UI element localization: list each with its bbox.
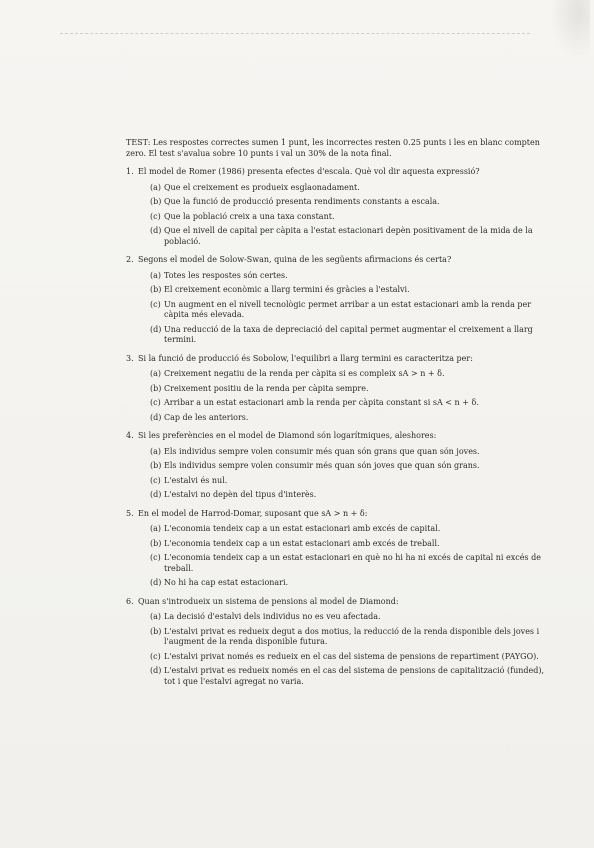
option-text: L'economia tendeix cap a un estat estacionari amb excés de capital.: [164, 524, 441, 533]
option-list: [150, 524, 556, 589]
scan-corner-smudge: [550, 0, 590, 60]
scan-artifact-line: [60, 33, 530, 34]
question-stem: [126, 597, 556, 608]
option-letter: (b): [150, 461, 162, 470]
exam-content: [126, 138, 556, 695]
option-text: Creixement positiu de la renda per càpita sempre.: [164, 383, 369, 393]
question-5: [126, 509, 556, 589]
option-text: L'economia tendeix cap a un estat estacionari amb excés de treball.: [164, 538, 440, 548]
option-letter: (a): [150, 182, 162, 192]
answer-option: [150, 325, 556, 346]
option-list: [150, 612, 556, 687]
answer-option: [150, 183, 556, 194]
option-letter: (d): [150, 412, 162, 422]
question-text: El model de Romer (1986) presenta efectes d'escala. Què vol dir aquesta expressió?: [138, 167, 480, 176]
answer-option: [150, 553, 556, 574]
question-text: Quan s'introdueix un sistema de pensions al model de Diamond:: [138, 596, 399, 606]
answer-option: [150, 461, 556, 472]
option-text: Creixement negatiu de la renda per càpita si es compleix sA > n + δ.: [164, 369, 445, 378]
answer-option: [150, 398, 556, 409]
question-stem: [126, 431, 556, 442]
option-letter: (a): [150, 369, 162, 378]
option-list: [150, 271, 556, 346]
answer-option: [150, 212, 556, 223]
option-text: L'estalvi privat es redueix només en el cas del sistema de pensions de capitalització (funded), tot i que l'estalvi agregat no varia.: [164, 666, 545, 686]
answer-option: [150, 612, 556, 623]
option-letter: (d): [150, 226, 162, 235]
option-text: Que el nivell de capital per càpita a l'estat estacionari depèn positivament de la mida de la població.: [164, 226, 533, 246]
option-text: Els individus sempre volen consumir més quan són grans que quan són joves.: [164, 446, 480, 456]
answer-option: [150, 627, 556, 648]
question-number: 2.: [126, 255, 134, 264]
option-letter: (d): [150, 324, 162, 334]
option-letter: (c): [150, 398, 161, 407]
option-letter: (b): [150, 285, 162, 294]
option-letter: (d): [150, 490, 162, 499]
question-3: [126, 354, 556, 424]
answer-option: [150, 285, 556, 296]
option-text: Una reducció de la taxa de depreciació del capital permet augmentar el creixement a llarg termini.: [164, 324, 533, 344]
option-text: Que la funció de producció presenta rendiments constants a escala.: [164, 197, 440, 206]
option-text: El creixement econòmic a llarg termini és gràcies a l'estalvi.: [164, 285, 410, 294]
option-text: L'estalvi privat només es redueix en el cas del sistema de pensions de repartiment (PAYGO).: [164, 651, 539, 661]
option-text: No hi ha cap estat estacionari.: [164, 578, 289, 587]
answer-option: [150, 578, 556, 589]
question-text: Si la funció de producció és Sobolow, l'equilibri a llarg termini es caracteritza per:: [138, 353, 473, 363]
question-text: Segons el model de Solow-Swan, quina de les següents afirmacions és certa?: [138, 255, 452, 264]
option-letter: (d): [150, 666, 162, 675]
option-letter: (a): [150, 270, 162, 280]
answer-option: [150, 652, 556, 663]
question-list: [126, 167, 556, 687]
option-letter: (c): [150, 651, 161, 661]
question-1: [126, 167, 556, 247]
question-stem: [126, 167, 556, 178]
option-text: L'economia tendeix cap a un estat estacionari en què no hi ha ni excés de capital ni excés de treball.: [164, 553, 541, 573]
option-text: L'estalvi és nul.: [164, 475, 228, 485]
option-letter: (c): [150, 475, 161, 485]
option-text: L'estalvi no depèn del tipus d'interès.: [164, 490, 317, 499]
question-stem: [126, 354, 556, 365]
option-letter: (c): [150, 299, 161, 309]
question-number: 6.: [126, 596, 134, 606]
question-stem: [126, 255, 556, 266]
question-stem: [126, 509, 556, 520]
option-text: Un augment en el nivell tecnològic permet arribar a un estat estacionari amb la renda per càpita més elevada.: [164, 299, 532, 319]
answer-option: [150, 384, 556, 395]
answer-option: [150, 413, 556, 424]
answer-option: [150, 524, 556, 535]
option-text: Cap de les anteriors.: [164, 412, 249, 422]
answer-option: [150, 369, 556, 380]
option-letter: (b): [150, 197, 162, 206]
option-list: [150, 447, 556, 501]
option-text: Que la població creix a una taxa constant.: [164, 211, 335, 221]
answer-option: [150, 300, 556, 321]
answer-option: [150, 447, 556, 458]
option-letter: (b): [150, 626, 162, 636]
option-text: Els individus sempre volen consumir més quan són joves que quan són grans.: [164, 461, 480, 470]
question-text: Si les preferències en el model de Diamond són logarítmiques, aleshores:: [138, 431, 437, 440]
answer-option: [150, 490, 556, 501]
option-letter: (a): [150, 612, 162, 621]
option-text: La decisió d'estalvi dels individus no es veu afectada.: [164, 612, 381, 621]
question-number: 4.: [126, 431, 134, 440]
answer-option: [150, 271, 556, 282]
answer-option: [150, 539, 556, 550]
question-4: [126, 431, 556, 501]
answer-option: [150, 666, 556, 687]
option-letter: (a): [150, 446, 162, 456]
test-instructions: TEST: Les respostes correctes sumen 1 punt, les incorrectes resten 0.25 punts i les en blanc compten zero. El test s'avalua sobre 10 punts i val un 30% de la nota final.: [126, 138, 540, 158]
option-text: Arribar a un estat estacionari amb la renda per càpita constant si sA < n + δ.: [164, 398, 479, 407]
answer-option: [150, 226, 556, 247]
question-number: 3.: [126, 353, 134, 363]
option-letter: (b): [150, 383, 162, 393]
option-list: [150, 369, 556, 423]
answer-option: [150, 197, 556, 208]
question-number: 5.: [126, 508, 134, 518]
option-letter: (a): [150, 524, 162, 533]
option-list: [150, 183, 556, 248]
question-2: [126, 255, 556, 346]
question-number: 1.: [126, 167, 134, 176]
option-text: Totes les respostes són certes.: [164, 270, 288, 280]
answer-option: [150, 476, 556, 487]
option-text: L'estalvi privat es redueix degut a dos motius, la reducció de la renda disponible dels joves i l'augment de la renda disponible futura.: [164, 626, 540, 646]
option-letter: (c): [150, 211, 161, 221]
option-letter: (b): [150, 538, 162, 548]
option-letter: (c): [150, 553, 161, 562]
question-6: [126, 597, 556, 688]
option-text: Que el creixement es produeix esglaonadament.: [164, 182, 360, 192]
question-text: En el model de Harrod-Domar, suposant que sA > n + δ:: [138, 508, 368, 518]
option-letter: (d): [150, 578, 162, 587]
